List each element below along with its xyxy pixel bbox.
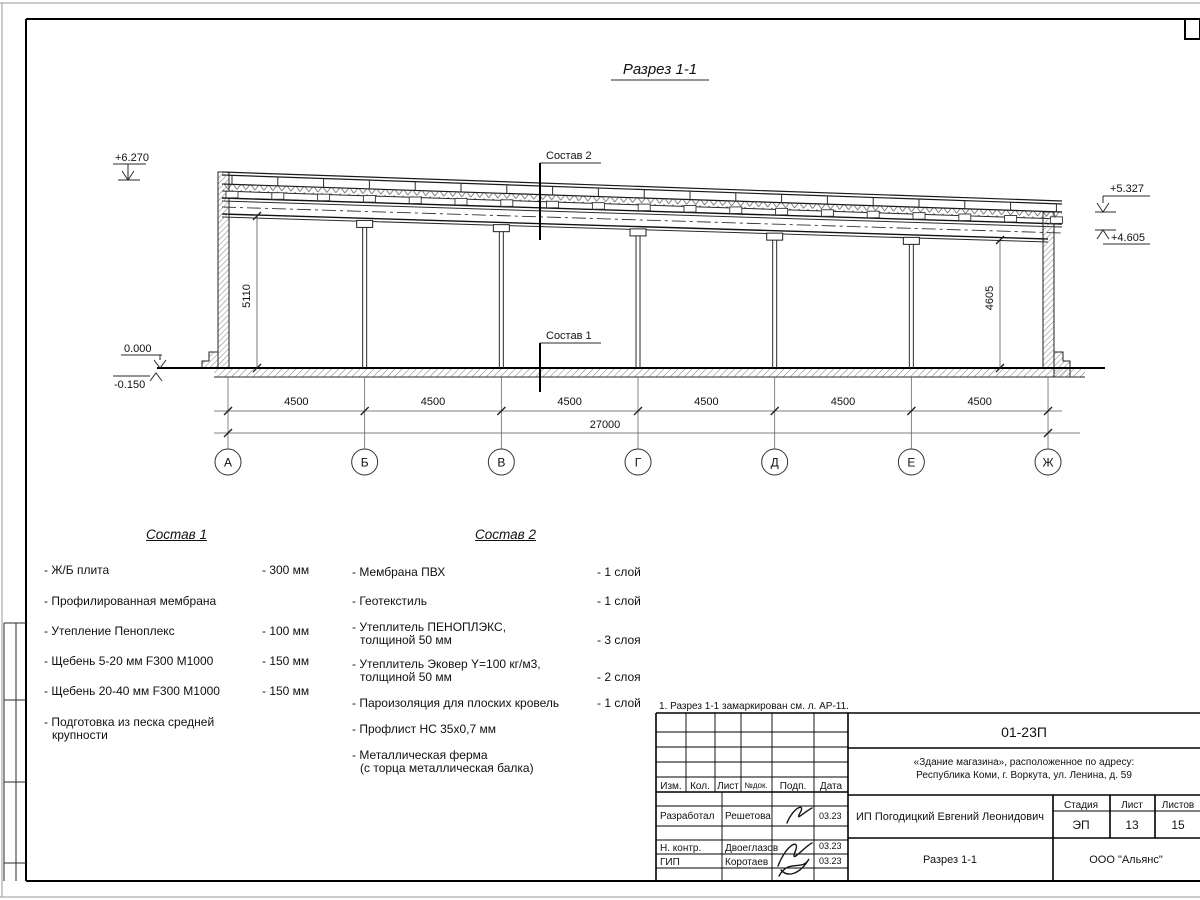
elevation-zero: 0.000 <box>124 343 152 355</box>
client: ИП Погодицкий Евгений Леонидович <box>856 811 1044 823</box>
sheets-value: 15 <box>1171 818 1185 832</box>
axis-letter: В <box>497 455 506 470</box>
col-podp: Подп. <box>779 781 807 792</box>
role-ncontrol: Н. контр. <box>660 843 702 854</box>
purlin <box>272 193 284 200</box>
name-developer: Решетова <box>725 811 771 822</box>
building-section <box>157 172 1105 377</box>
list-item: - Щебень 20-40 мм F300 М1000 <box>44 684 220 698</box>
purlin <box>821 210 833 217</box>
axis-letter: Ж <box>1042 455 1054 470</box>
page-title: Разрез 1-1 <box>622 61 698 78</box>
floor-slab <box>214 368 1085 377</box>
column-cap <box>630 229 646 236</box>
list-item-line2: толщиной 50 мм <box>360 670 452 684</box>
signature-gip <box>779 859 809 876</box>
horizontal-dimensions <box>214 411 1080 433</box>
column-cap <box>767 233 783 240</box>
col-izm: Изм. <box>660 781 682 792</box>
list-item: - Утеплитель ПЕНОПЛЭКС, <box>352 620 507 634</box>
list-item-line2: крупности <box>52 728 108 742</box>
list-item: - Подготовка из песка средней <box>44 715 215 729</box>
list-item-line2: толщиной 50 мм <box>360 633 452 647</box>
purlin <box>913 213 925 220</box>
date-ncontrol: 03.23 <box>819 841 842 851</box>
vert-dim-right: 4605 <box>984 285 996 311</box>
purlin <box>684 206 696 213</box>
span-dim: 4500 <box>830 396 856 408</box>
axis-letter: Б <box>360 455 369 470</box>
date-developer: 03.23 <box>819 811 842 821</box>
span-dim: 4500 <box>557 396 582 408</box>
col-data: Дата <box>819 781 843 792</box>
titleblock-text <box>659 701 1194 868</box>
purlin <box>1050 217 1062 224</box>
list-item: - Геотекстиль <box>352 594 427 608</box>
date-gip: 03.23 <box>819 856 842 866</box>
name-ncontrol: Двоеглазов <box>725 843 779 854</box>
purlin <box>1005 215 1017 222</box>
purlin <box>363 196 375 203</box>
list-item-value: - 1 слой <box>597 594 641 608</box>
list-item-value: - 150 мм <box>262 654 310 668</box>
parapet-rail-top <box>222 172 1062 201</box>
sostav2-heading: Состав 2 <box>475 527 536 542</box>
list-item-value: - 300 мм <box>262 563 310 577</box>
note-text: 1. Разрез 1-1 замаркирован см. л. АР-11. <box>659 701 849 712</box>
purlin <box>226 191 238 198</box>
signature-developer <box>787 807 812 823</box>
column-cap <box>357 220 373 227</box>
list-item: - Щебень 5-20 мм F300 М1000 <box>44 654 214 668</box>
span-dim: 4500 <box>967 396 992 408</box>
elevation-minus: -0.150 <box>114 379 146 391</box>
sheets-label: Листов <box>1161 800 1195 811</box>
purlin <box>730 207 742 214</box>
purlin <box>501 200 513 207</box>
elevation-left-top: +6.270 <box>115 152 149 164</box>
stage-value: ЭП <box>1072 818 1090 832</box>
role-gip: ГИП <box>660 857 680 868</box>
signatures <box>778 807 812 876</box>
vert-dim-left: 5110 <box>241 284 253 308</box>
purlin <box>547 201 559 208</box>
sheet-label: Лист <box>1121 800 1143 811</box>
name-gip: Коротаев <box>725 857 769 868</box>
col-list: Лист <box>717 781 739 792</box>
col-ndok: №док. <box>744 781 768 790</box>
list-item-value: - 100 мм <box>262 624 310 638</box>
list-item: - Утепление Пеноплекс <box>44 624 175 638</box>
stamp-sheet-title: Разрез 1-1 <box>922 854 978 866</box>
left-wall-footing <box>202 352 218 368</box>
span-dim: 4500 <box>420 396 446 408</box>
address-line-2: Республика Коми, г. Воркута, ул. Ленина, д. 59 <box>916 770 1132 781</box>
list-item: - Утеплитель Эковер Y=100 кг/м3, <box>352 657 541 671</box>
list-item: - Ж/Б плита <box>44 563 110 577</box>
list-item: - Профлист НС 35х0,7 мм <box>352 722 496 736</box>
left-margin-stamps <box>4 623 26 881</box>
axis-letter: Е <box>907 455 916 470</box>
role-developer: Разработал <box>660 811 715 822</box>
column-cap <box>493 225 509 232</box>
list-item: - Мембрана ПВХ <box>352 565 446 579</box>
drawing-frame <box>26 19 1200 881</box>
total-dim: 27000 <box>589 419 621 431</box>
purlin <box>776 208 788 215</box>
elevation-right-top: +5.327 <box>1110 183 1144 195</box>
purlin <box>959 214 971 221</box>
list-item-value: - 2 слоя <box>597 670 641 684</box>
list-item-line2: (с торца металлическая балка) <box>360 761 534 775</box>
list-item-value: - 1 слой <box>597 696 641 710</box>
col-kol: Кол. <box>690 781 710 792</box>
left-wall <box>218 172 229 368</box>
address-line-1: «Здание магазина», расположенное по адресу: <box>913 757 1135 768</box>
label-sostav-2: Состав 2 <box>546 150 592 162</box>
sostav1-heading: Состав 1 <box>146 527 207 542</box>
stage-label: Стадия <box>1063 800 1099 811</box>
corner-stamp-box <box>1185 19 1200 39</box>
purlin <box>409 197 421 204</box>
label-sostav-1: Состав 1 <box>546 330 592 342</box>
axis-letter: Г <box>634 455 642 470</box>
right-wall <box>1043 212 1054 368</box>
list-item-value: - 1 слой <box>597 565 641 579</box>
list-item-value: - 3 слоя <box>597 633 641 647</box>
list-item: - Профилированная мембрана <box>44 594 217 608</box>
list-item: - Металлическая ферма <box>352 748 488 762</box>
doc-number: 01-23П <box>1001 724 1047 740</box>
axis-letter: А <box>223 455 233 470</box>
purlin <box>318 194 330 201</box>
list-item-value: - 150 мм <box>262 684 310 698</box>
list-item: - Пароизоляция для плоских кровель <box>352 696 560 710</box>
company: ООО "Альянс" <box>1089 854 1163 866</box>
purlin <box>592 203 604 210</box>
column-cap <box>903 237 919 244</box>
axis-letter: Д <box>770 455 779 470</box>
purlin <box>455 198 467 205</box>
elevation-right-bottom: +4.605 <box>1111 232 1145 244</box>
span-dim: 4500 <box>284 396 309 408</box>
span-dim: 4500 <box>694 396 719 408</box>
purlin <box>638 204 650 211</box>
sheet-value: 13 <box>1125 818 1139 832</box>
vertical-dimensions <box>241 212 1004 372</box>
purlin <box>867 211 879 218</box>
